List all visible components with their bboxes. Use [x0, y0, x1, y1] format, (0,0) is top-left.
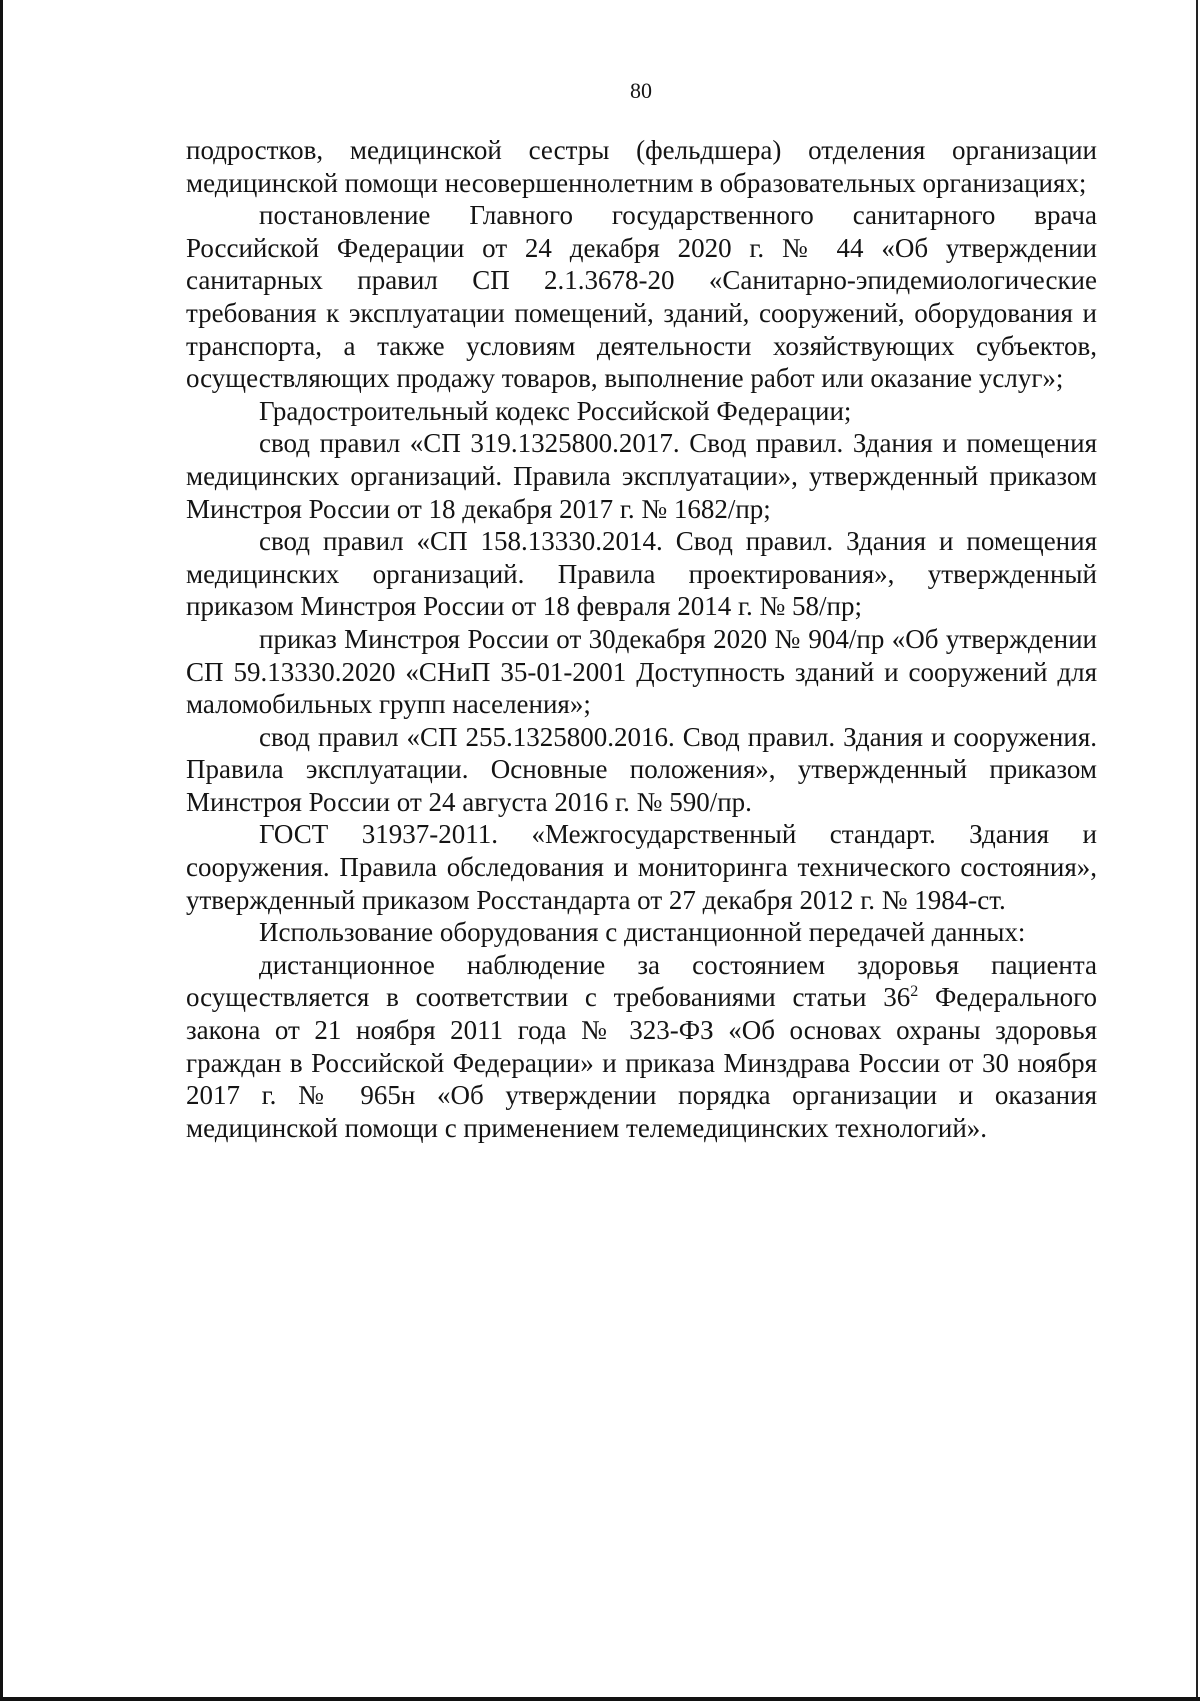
paragraph-gost-31937: ГОСТ 31937-2011. «Межгосударственный стандарт. Здания и сооружения. Правила обследования и мониторинга технического состояния», утвержденный приказом Росстандарта от 27 декабря 2012 г. № 1984-ст.	[186, 819, 1097, 915]
scan-edge-bottom	[0, 1697, 1200, 1701]
paragraph-sanitary-resolution: постановление Главного государственного санитарного врача Российской Федерации от 24 декабря 2020 г. № 44 «Об утверждении санитарных правил СП 2.1.3678-20 «Санитарно-эпидемиологические требования к эксплуатации помещений, зданий, сооружений, оборудования и транспорта, а также условиям деятельности хозяйствующих субъектов, осуществляющих продажу товаров, выполнение работ или оказание услуг»;	[186, 200, 1097, 394]
scan-edge-right	[1196, 0, 1198, 1701]
paragraph-sp-158: свод правил «СП 158.13330.2014. Свод правил. Здания и помещения медицинских организаций. Правила проектирования», утвержденный приказом Минстроя России от 18 февраля 2014 г. № 58/пр;	[186, 526, 1097, 622]
remote-monitoring-text-start: дистанционное наблюдение за состоянием здоровья пациента осуществляется в соответствии с требованиями статьи 36	[186, 949, 1097, 1013]
scan-edge-left	[0, 0, 3, 1701]
paragraph-continuation: подростков, медицинской сестры (фельдшера) отделения организации медицинской помощи несовершеннолетним в образовательных организациях;	[186, 135, 1097, 198]
document-body	[186, 134, 1097, 1144]
paragraph-sp-319: свод правил «СП 319.1325800.2017. Свод правил. Здания и помещения медицинских организаций. Правила эксплуатации», утвержденный приказом Минстроя России от 18 декабря 2017 г. № 1682/пр;	[186, 428, 1097, 524]
paragraph-order-904: приказ Минстроя России от 30декабря 2020 № 904/пр «Об утверждении СП 59.13330.2020 «СНиП 35-01-2001 Доступность зданий и сооружений для маломобильных групп населения»;	[186, 623, 1097, 720]
remote-monitoring-text-end: Федерального закона от 21 ноября 2011 года № 323-ФЗ «Об основах охраны здоровья граждан в Российской Федерации» и приказа Минздрава России от 30 ноября 2017 г. № 965н «Об утверждении порядка организации и оказания медицинской помощи с применением телемедицинских технологий».	[186, 982, 1097, 1143]
paragraph-remote-equipment-heading: Использование оборудования с дистанционной передачей данных:	[259, 917, 1026, 948]
paragraph-urban-planning-code: Градостроительный кодекс Российской Федерации;	[259, 395, 852, 426]
paragraph-remote-monitoring	[186, 949, 1097, 1145]
article-superscript: 2	[910, 983, 919, 1001]
paragraph-sp-255: свод правил «СП 255.1325800.2016. Свод правил. Здания и сооружения. Правила эксплуатации. Основные положения», утвержденный приказом Минстроя России от 24 августа 2016 г. № 590/пр.	[186, 721, 1097, 817]
page-number: 80	[630, 78, 652, 103]
